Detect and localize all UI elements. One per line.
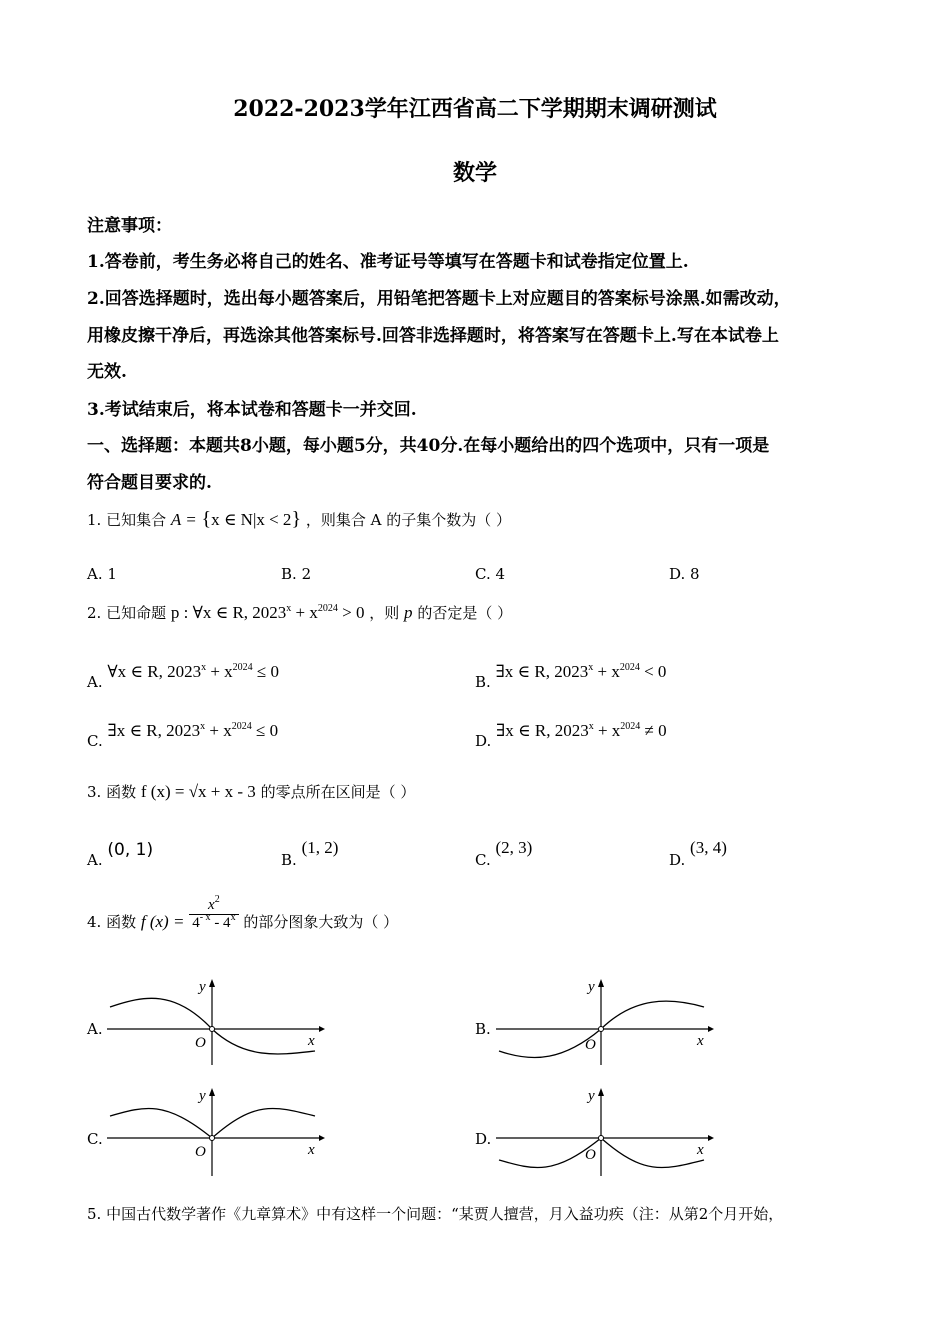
q2-option-b: B. ∃x ∈ R, $2023^x + x^{2024} < 0$ [475,662,667,691]
q2-proposition: p : ∀x ∈ R, $2023^x + x^{2024} > 0$ [170,603,365,622]
q4-option-a-label: A. [87,1020,103,1038]
q2-option-c: C. ∃x ∈ R, $2023^x + x^{2024} \le 0$ [87,721,279,750]
subject-title: 数学 [452,160,497,186]
q3-function: f (x) = √x + x - 3 [140,782,256,801]
notice-heading: 注意事项： [87,216,172,236]
graph-d-x-label: x [697,1142,704,1158]
q4-graph-a [105,975,325,1070]
notice-item-2-line-3: 无效. [87,362,127,382]
graph-a-x-label: x [308,1033,315,1049]
q4-graph-c [105,1084,325,1179]
graph-c-x-label: x [308,1142,315,1158]
question-1: 1. 已知集合 A = {x ∈ N|x < 2} ，则集合 A 的子集个数为（ ） [87,508,511,530]
q3-option-a: A. (0, 1) [87,840,154,869]
q1-set-brace: { [201,508,212,530]
q1-option-c: C. 4 [475,565,506,583]
section-heading-line-1: 一、选择题：本题共8小题，每小题5分，共40分.在每小题给出的四个选项中，只有一项是 [87,436,770,456]
q2-prefix: 2. 已知命题 [87,604,167,622]
graph-b-x-label: x [697,1033,704,1049]
q2-p: p [404,603,413,622]
q3-option-c: C. (2, 3) [475,838,533,869]
q1-set-lhs: A = [170,510,197,529]
graph-a-origin-label: O [195,1035,206,1051]
section-heading-line-2: 符合题目要求的. [87,473,212,493]
notice-item-1: 1.答卷前，考生务必将自己的姓名、准考证号等填写在答题卡和试卷指定位置上. [87,252,689,272]
q1-suffix: ，则集合 A 的子集个数为（ ） [305,511,511,529]
question-5: 5. 中国古代数学著作《九章算术》中有这样一个问题：“某贾人擅营，月入益功疾（注：从第2个月开始， [87,1205,784,1223]
q4-graph-d [494,1084,714,1179]
q1-option-a: A. 1 [87,565,117,583]
question-3: 3. 函数 f (x) = √x + x - 3 的零点所在区间是（ ） [87,782,416,801]
q1-option-b: B. 2 [281,565,312,583]
graph-b-y-label: y [588,979,595,995]
q2-option-d: D. ∃x ∈ R, $2023^x + x^{2024} \ne 0$ [475,721,667,750]
q3-option-b: B. (1, 2) [281,838,339,869]
graph-d-origin-label: O [585,1147,596,1163]
q4-option-d-label: D. [475,1130,492,1148]
q4-fraction: $\frac{x^2}{4^{- x} - 4^x}$ [189,897,238,932]
graph-d-y-label: y [588,1088,595,1104]
question-4: 4. 函数 f (x) = $\frac{x^2}{4^{- x} - 4^x}$ 的部分图象大致为（ ） [87,894,399,931]
q4-option-c-label: C. [87,1130,103,1148]
q4-function-lhs: f (x) = [140,911,185,931]
graph-c-origin-label: O [195,1144,206,1160]
question-2: 2. 已知命题 p : ∀x ∈ R, $2023^x + x^{2024} > 0$ ，则 p 的否定是（ ） [87,603,513,622]
q4-option-b-label: B. [475,1020,491,1038]
q1-set-body: x ∈ N|x < 2 [211,510,292,529]
q1-option-d: D. 8 [669,565,700,583]
notice-item-2-line-1: 2.回答选择题时，选出每小题答案后，用铅笔把答题卡上对应题目的答案标号涂黑.如需改动， [87,289,791,309]
q3-option-d: D. (3, 4) [669,838,727,869]
q1-prefix: 1. 已知集合 [87,511,167,529]
q2-option-a: A. ∀x ∈ R, $2023^x + x^{2024} \le 0$ [87,662,280,691]
notice-item-2-line-2: 用橡皮擦干净后，再选涂其他答案标号.回答非选择题时，将答案写在答题卡上.写在本试卷上 [87,326,779,346]
graph-c-y-label: y [199,1088,206,1104]
graph-a-y-label: y [199,979,206,995]
graph-b-origin-label: O [585,1037,596,1053]
exam-title: 2022-2023学年江西省高二下学期期末调研测试 [233,96,717,122]
q4-graph-b [494,975,714,1070]
notice-item-3: 3.考试结束后，将本试卷和答题卡一并交回. [87,400,417,420]
